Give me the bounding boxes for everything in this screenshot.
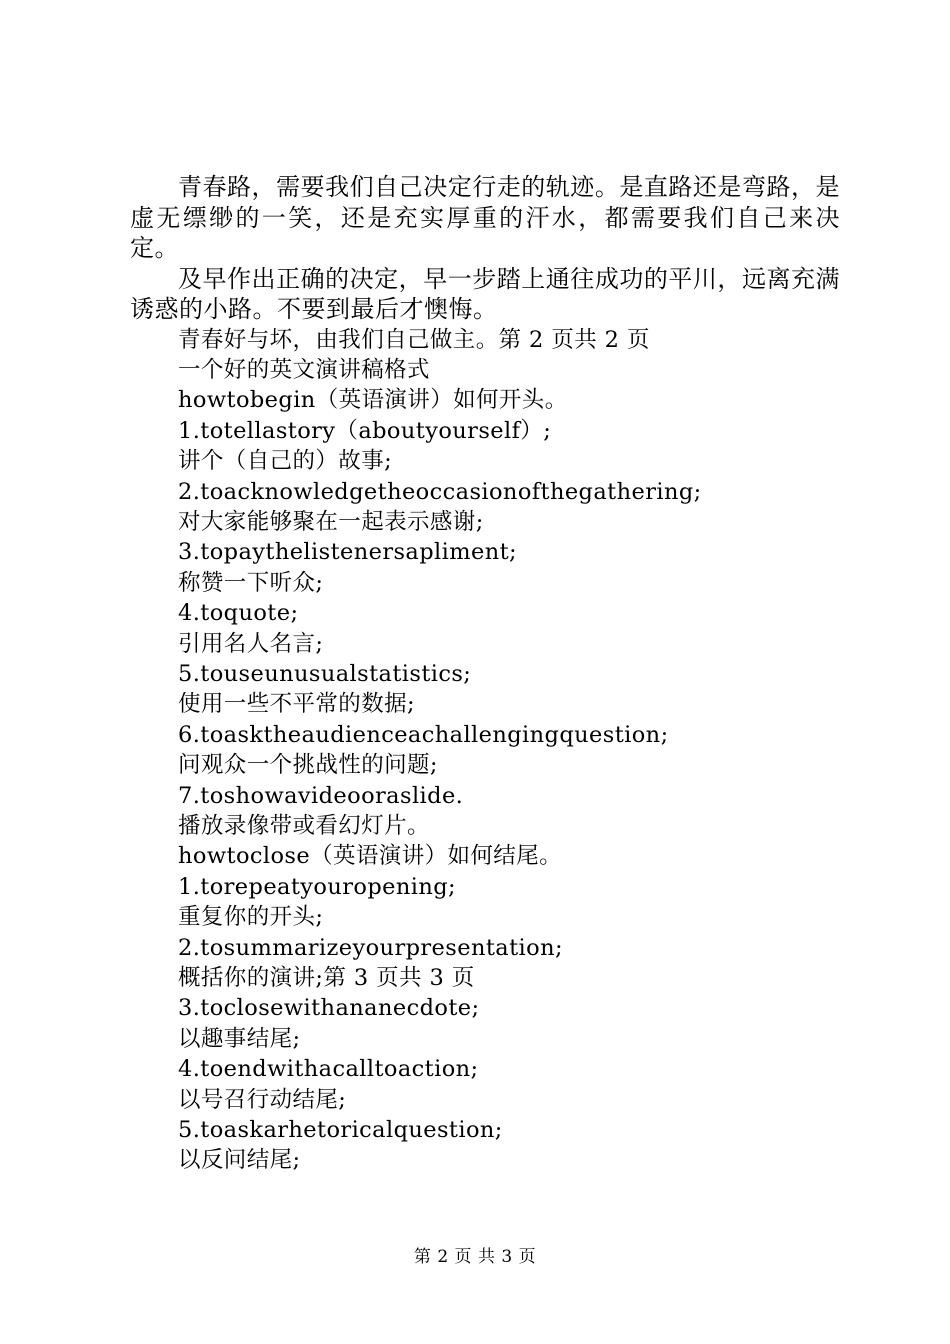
section-heading: 一个好的英文演讲稿格式 bbox=[178, 356, 430, 383]
paragraph-early-decision: 及早作出正确的决定，早一步踏上通往成功的平川，远离充满诱惑的小路。不要到最后才懊悔。 bbox=[130, 264, 840, 323]
list-item-chinese: 概括你的演讲;第 3 页共 3 页 bbox=[178, 965, 475, 992]
list-item-chinese: 重复你的开头; bbox=[178, 904, 324, 931]
list-item-chinese: 使用一些不平常的数据; bbox=[178, 691, 415, 718]
list-item-chinese: 对大家能够聚在一起表示感谢; bbox=[178, 508, 484, 535]
list-item-english: 4.toendwithacalltoaction; bbox=[178, 1056, 479, 1083]
list-item-chinese: 播放录像带或看幻灯片。 bbox=[178, 813, 430, 839]
list-item-english: 3.topaythelistenersapliment; bbox=[178, 539, 518, 566]
list-item-chinese: 讲个（自己的）故事; bbox=[178, 448, 393, 475]
list-item-english: 4.toquote; bbox=[178, 600, 299, 627]
text-line: 青春好与坏，由我们自己做主。第 2 页共 2 页 bbox=[178, 326, 650, 353]
list-item-chinese: 以趣事结尾; bbox=[178, 1025, 301, 1052]
list-item-english: 2.toacknowledgetheoccasionofthegathering; bbox=[178, 478, 702, 505]
list-item-english: 5.toaskarhetoricalquestion; bbox=[178, 1117, 503, 1144]
list-item-english: 5.touseunusualstatistics; bbox=[178, 660, 472, 687]
subsection-heading-close: howtoclose（英语演讲）如何结尾。 bbox=[178, 843, 562, 870]
list-item-chinese: 引用名人名言; bbox=[178, 630, 324, 657]
list-item-chinese: 以反问结尾; bbox=[178, 1147, 301, 1174]
list-item-english: 2.tosummarizeyourpresentation; bbox=[178, 934, 563, 961]
document-body bbox=[130, 172, 840, 1176]
list-item-chinese: 以号召行动结尾; bbox=[178, 1086, 347, 1113]
list-item-english: 1.torepeatyouropening; bbox=[178, 873, 457, 900]
list-item-english: 6.toasktheaudienceachallengingquestion; bbox=[178, 721, 669, 748]
subsection-heading-begin: howtobegin（英语演讲）如何开头。 bbox=[178, 387, 568, 414]
paragraph-youth-road: 青春路，需要我们自己决定行走的轨迹。是直路还是弯路，是虚无缥缈的一笑，还是充实厚重的汗水，都需要我们自己来决定。 bbox=[130, 173, 840, 262]
list-item-english: 1.totellastory（aboutyourself）; bbox=[178, 417, 552, 444]
page-footer: 第 2 页 共 3 页 bbox=[413, 1247, 537, 1267]
list-item-english: 3.toclosewithananecdote; bbox=[178, 995, 480, 1022]
list-item-chinese: 称赞一下听众; bbox=[178, 569, 324, 596]
list-item-english: 7.toshowavideooraslide. bbox=[178, 782, 464, 809]
list-item-chinese: 问观众一个挑战性的问题; bbox=[178, 752, 438, 779]
